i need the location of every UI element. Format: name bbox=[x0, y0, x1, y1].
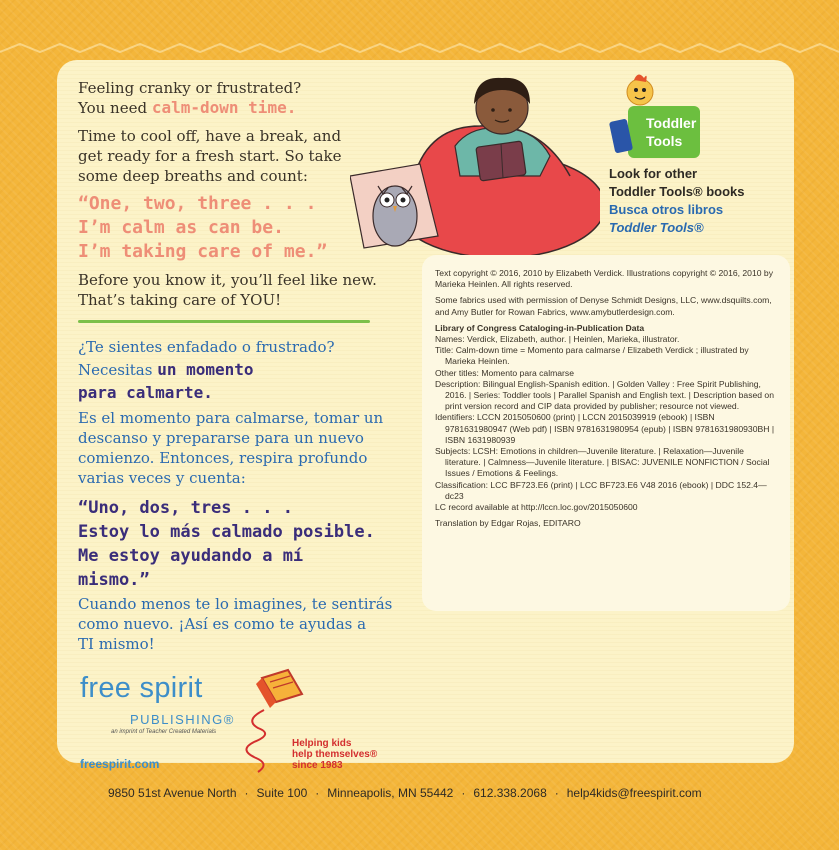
spanish-quote: “Uno, dos, tres . . . Estoy lo más calmado posible. Me estoy ayudando a mí mismo.” bbox=[78, 498, 375, 590]
series-promo: Look for other Toddler Tools® books Busca otros libros Toddler Tools® bbox=[609, 166, 745, 235]
copyright-text: Text copyright © 2016, 2010 by Elizabeth Verdick. Illustrations copyright © 2016, 2010 by Marieka Heinlen. All rights reserved. bbox=[435, 268, 773, 290]
publisher-imprint: an imprint of Teacher Created Materials bbox=[111, 729, 217, 735]
spanish-line-3: para calmarte. bbox=[78, 383, 213, 402]
english-paragraph-3: Before you know it, you’ll feel like new. That’s taking care of YOU! bbox=[78, 271, 377, 309]
zigzag-decoration bbox=[0, 42, 839, 56]
address-suite: Suite 100 bbox=[256, 786, 308, 800]
english-line-2: You need calm-down time. bbox=[78, 98, 297, 117]
english-line-1: Feeling cranky or frustrated? bbox=[78, 79, 302, 97]
cip-data: Library of Congress Cataloging-in-Publication Data Names: Verdick, Elizabeth, author. | Heinlen, Marieka, illustrator. Title: Calm-down time = Momento para calmarse / Elizabeth Verdick ; illustrated by Marieka Heinlen. Other titles: Momento para calmarse Description: Bilingual English-Spanish edition. | Golden Valley : Free Spirit Publishing, 2016. | Series: Toddler tools | Parallel Spanish and English text. | Description based on print version record and CIP data provided by publisher; resource not viewed. Identifiers: LCCN 2015050600 (print) | LCCN 2015039919 (ebook) | ISBN 9781631980947 (Web pdf) | ISBN 9781631980954 (epub) | ISBN 9781631980930BH | ISBN 1631980939 Subjects: LCSH: Emotions in children—Juvenile literature. | Relaxation—Juvenile literature. | Calmness—Juvenile literature. | BISAC: JUVENILE NONFICTION / Social Issues / Emotions & Feelings. Classification: LCC BF723.E6 (print) | LCC BF723.E6 V48 2016 (ebook) | DDC 152.4—dc23 LC record available at http://lccn.loc.gov/2015050600 bbox=[435, 323, 778, 513]
address-city: Minneapolis, MN 55442 bbox=[327, 786, 454, 800]
publisher-name: free spirit bbox=[80, 672, 203, 704]
copyright-box bbox=[422, 255, 790, 611]
toddler-tools-logo bbox=[608, 70, 703, 165]
free-spirit-logo bbox=[80, 672, 235, 735]
spanish-paragraph-2: Es el momento para calmarse, tomar un descanso y prepararse para un nuevo comienzo. Entonces, respira profundo varias veces y cuenta: bbox=[78, 409, 384, 487]
publisher-tagline: Helping kids help themselves® since 1983 bbox=[292, 738, 378, 771]
spanish-line-2: Necesitas un momento bbox=[78, 360, 254, 379]
address-phone: 612.338.2068 bbox=[473, 786, 547, 800]
publisher-division: PUBLISHING® bbox=[130, 712, 235, 727]
child-reading-illustration bbox=[350, 66, 600, 266]
language-divider bbox=[78, 320, 370, 323]
english-intro bbox=[78, 78, 301, 118]
spanish-paragraph-3: Cuando menos te lo imagines, te sentirás como nuevo. ¡Así es como te ayudas a TI mismo! bbox=[78, 595, 393, 653]
fabric-permission-text: Some fabrics used with permission of Denyse Schmidt Designs, LLC, www.dsquilts.com, and Amy Butler for Rowan Fabrics, www.amybutlerdesign.com. bbox=[435, 295, 772, 317]
publisher-website-link[interactable]: freespirit.com bbox=[80, 757, 160, 771]
logo-text-toddler: Toddler bbox=[646, 115, 697, 131]
address-email-link[interactable]: help4kids@freespirit.com bbox=[566, 786, 702, 800]
cip-heading: Library of Congress Cataloging-in-Publication Data bbox=[435, 322, 645, 333]
spanish-intro bbox=[78, 337, 335, 403]
translation-credit: Translation by Edgar Rojas, EDITARO bbox=[435, 518, 581, 529]
english-paragraph-2: Time to cool off, have a break, and get ready for a fresh start. So take some deep breaths and count: bbox=[78, 127, 342, 185]
address-street: 9850 51st Avenue North bbox=[108, 786, 237, 800]
publisher-address: 9850 51st Avenue North · Suite 100 · Minneapolis, MN 55442 · 612.338.2068 · help4kids@freespirit.com bbox=[108, 786, 702, 800]
calm-down-time-emphasis: calm-down time. bbox=[151, 98, 297, 117]
english-quote: “One, two, three . . . I’m calm as can be. I’m taking care of me.” bbox=[78, 193, 328, 262]
logo-text-tools: Tools bbox=[646, 133, 683, 149]
spanish-line-1: ¿Te sientes enfadado o frustrado? bbox=[78, 338, 335, 356]
